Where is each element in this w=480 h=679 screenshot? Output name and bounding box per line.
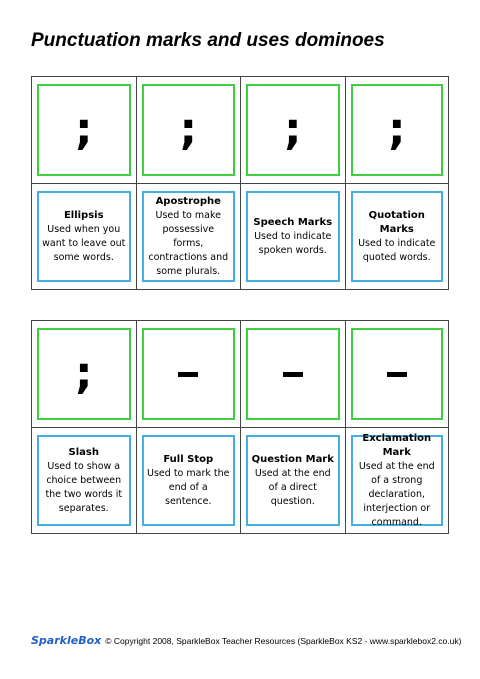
card-description: Used to indicate quoted words. xyxy=(358,237,436,263)
symbol-cell xyxy=(31,76,136,183)
symbol-cell xyxy=(136,320,241,427)
symbol-cell xyxy=(345,76,450,183)
dash-mark xyxy=(387,372,407,377)
description-card xyxy=(37,435,131,526)
semicolon-mark: ; xyxy=(74,348,93,399)
card-title: Full Stop xyxy=(163,453,214,465)
description-cell xyxy=(31,183,136,290)
card-description: Used to show a choice between the two words it separates. xyxy=(45,460,123,514)
card-title: Ellipsis xyxy=(63,209,104,221)
description-cell xyxy=(345,183,450,290)
description-cell xyxy=(345,427,450,534)
symbol-cell xyxy=(31,320,136,427)
description-cell xyxy=(240,183,345,290)
card-description: Used to mark the end of a sentence. xyxy=(147,467,230,507)
card-title: Question Mark xyxy=(251,453,334,465)
symbol-frame xyxy=(351,84,444,176)
copyright-text: © Copyright 2008, SparkleBox Teacher Resources (SparkleBox KS2 - www.sparklebox2.co.uk) xyxy=(105,635,462,646)
card-title: Slash xyxy=(68,446,99,458)
description-card xyxy=(246,191,340,282)
dash-mark xyxy=(178,372,198,377)
description-cell xyxy=(31,427,136,534)
symbol-frame xyxy=(246,328,340,420)
description-card xyxy=(351,432,444,528)
symbol-cell xyxy=(345,320,450,427)
symbol-frame xyxy=(37,328,131,420)
sparklebox-logo: SparkleBox xyxy=(31,634,102,647)
description-row xyxy=(31,427,449,534)
dash-mark xyxy=(283,372,303,377)
card-description: Used at the end of a strong declaration, interjection or command. xyxy=(358,460,435,528)
description-card xyxy=(37,191,131,282)
description-card xyxy=(351,191,444,282)
symbol-cell xyxy=(240,76,345,183)
description-cell xyxy=(136,183,241,290)
semicolon-mark: ; xyxy=(387,104,406,155)
card-title: Quotation Marks xyxy=(368,209,425,235)
card-title: Apostrophe xyxy=(155,195,221,207)
description-row xyxy=(31,183,449,290)
symbol-frame xyxy=(246,84,340,176)
card-description: Used when you want to leave out some words. xyxy=(42,223,126,263)
symbol-row xyxy=(31,76,449,183)
description-card xyxy=(142,191,236,282)
semicolon-mark: ; xyxy=(179,104,198,155)
semicolon-mark: ; xyxy=(74,104,93,155)
page-title: Punctuation marks and uses dominoes xyxy=(31,30,385,51)
symbol-frame xyxy=(142,328,236,420)
symbol-frame xyxy=(142,84,236,176)
symbol-frame xyxy=(37,84,131,176)
semicolon-mark: ; xyxy=(283,104,302,155)
symbol-cell xyxy=(136,76,241,183)
symbol-frame xyxy=(351,328,444,420)
card-description: Used to make possessive forms, contractions and some plurals. xyxy=(148,209,229,277)
domino-sheet-2 xyxy=(31,320,449,534)
symbol-row xyxy=(31,320,449,427)
description-cell xyxy=(136,427,241,534)
description-card xyxy=(246,435,340,526)
symbol-cell xyxy=(240,320,345,427)
domino-sheet-1 xyxy=(31,76,449,290)
card-title: Speech Marks xyxy=(253,216,333,228)
description-card xyxy=(142,435,236,526)
card-title: Exclamation Mark xyxy=(362,432,432,458)
description-cell xyxy=(240,427,345,534)
card-description: Used at the end of a direct question. xyxy=(254,467,331,507)
card-description: Used to indicate spoken words. xyxy=(254,230,332,256)
footer xyxy=(31,634,461,647)
